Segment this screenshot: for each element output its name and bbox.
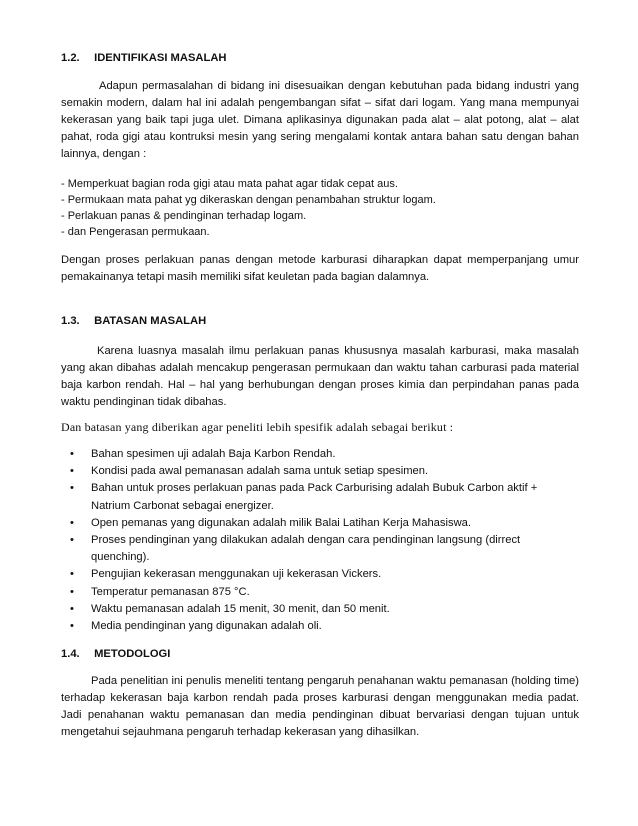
metodologi-paragraph: Pada penelitian ini penulis meneliti tentang pengaruh penahanan waktu pemanasan (holding time) terhadap kekerasan baja karbon rendah pada proses karburasi dengan menggunakan media padat. Jadi penahanan waktu pemanasan dan media pendinginan dibuat bervariasi dengan tujuan untuk mengetahui sejauhmana pengaruh terhadap kekerasan yang dihasilkan.: [61, 675, 579, 738]
section-number: 1.4.: [61, 648, 80, 660]
list-item: • Media pendinginan yang digunakan adalah oli.: [61, 618, 579, 635]
section-title: METODOLOGI: [94, 648, 171, 660]
section-title: BATASAN MASALAH: [94, 315, 207, 327]
list-item: • Pengujian kekerasan menggunakan uji kekerasan Vickers.: [61, 566, 579, 583]
bullet-icon: •: [70, 448, 74, 460]
list-item: • Temperatur pemanasan 875 °C.: [61, 584, 579, 601]
section-number: 1.3.: [61, 315, 80, 327]
identifikasi-list-item: - dan Pengerasan permukaan.: [61, 226, 210, 238]
bullet-icon: •: [70, 534, 74, 547]
section-heading-batasan: [61, 315, 206, 327]
list-item: • Bahan spesimen uji adalah Baja Karbon Rendah.: [61, 446, 579, 463]
batasan-bullet-list: [61, 446, 579, 635]
identifikasi-paragraph: Adapun permasalahan di bidang ini disesuaikan dengan kebutuhan pada bidang industri yang semakin modern, dalam hal ini adalah pengembangan sifat – sifat dari logam. Yang mana mempunyai kekerasan yang baik tapi juga ulet. Dimana aplikasinya digunakan pada alat – alat potong, alat – alat pahat, roda gigi atau kontruksi mesin yang sering mengalami kontak antara bahan satu dengan bahan lainnya, dengan :: [61, 80, 579, 160]
identifikasi-closing-paragraph: Dengan proses perlakuan panas dengan metode karburasi diharapkan dapat memperpanjang umur pemakainanya tetapi masih memiliki sifat keuletan pada bagian dalamnya.: [61, 254, 579, 283]
identifikasi-list-item: - Permukaan mata pahat yg dikeraskan dengan penambahan struktur logam.: [61, 194, 436, 206]
list-item: • Kondisi pada awal pemanasan adalah sama untuk setiap spesimen.: [61, 463, 579, 480]
list-item: • Proses pendinginan yang dilakukan adalah dengan cara pendinginan langsung (dirrect quenching).: [70, 534, 521, 564]
list-item: • Waktu pemanasan adalah 15 menit, 30 menit, dan 50 menit.: [61, 601, 579, 618]
list-item: • Open pemanas yang digunakan adalah milik Balai Latihan Kerja Mahasiswa.: [61, 515, 579, 532]
bullet-icon: •: [70, 482, 74, 495]
bullet-icon: •: [70, 620, 74, 633]
section-heading-identifikasi: [61, 52, 227, 64]
section-number: 1.2.: [61, 52, 80, 64]
bullet-icon: •: [70, 568, 74, 581]
identifikasi-list-item: - Perlakuan panas & pendinginan terhadap logam.: [61, 210, 307, 222]
identifikasi-list-item: - Memperkuat bagian roda gigi atau mata pahat agar tidak cepat aus.: [61, 178, 398, 190]
batasan-paragraph: Karena luasnya masalah ilmu perlakuan panas khususnya masalah karburasi, maka masalah yang akan dibahas adalah mencakup pengerasan permukaan dan waktu tahan carburasi pada material baja karbon rendah. Hal – hal yang berhubungan dengan proses kimia dan perpindahan panas pada waktu pendinginan tidak dibahas.: [61, 345, 579, 408]
batasan-intro: Dan batasan yang diberikan agar peneliti lebih spesifik adalah sebagai berikut :: [61, 420, 454, 434]
bullet-icon: •: [70, 585, 74, 598]
list-item: • Bahan untuk proses perlakuan panas pada Pack Carburising adalah Bubuk Carbon aktif + Natrium Carbonat sebagai energizer.: [70, 482, 538, 512]
section-heading-metodologi: [61, 648, 170, 660]
bullet-icon: •: [70, 516, 74, 529]
bullet-icon: •: [70, 465, 74, 478]
bullet-icon: •: [70, 602, 74, 615]
section-title: IDENTIFIKASI MASALAH: [94, 52, 227, 64]
